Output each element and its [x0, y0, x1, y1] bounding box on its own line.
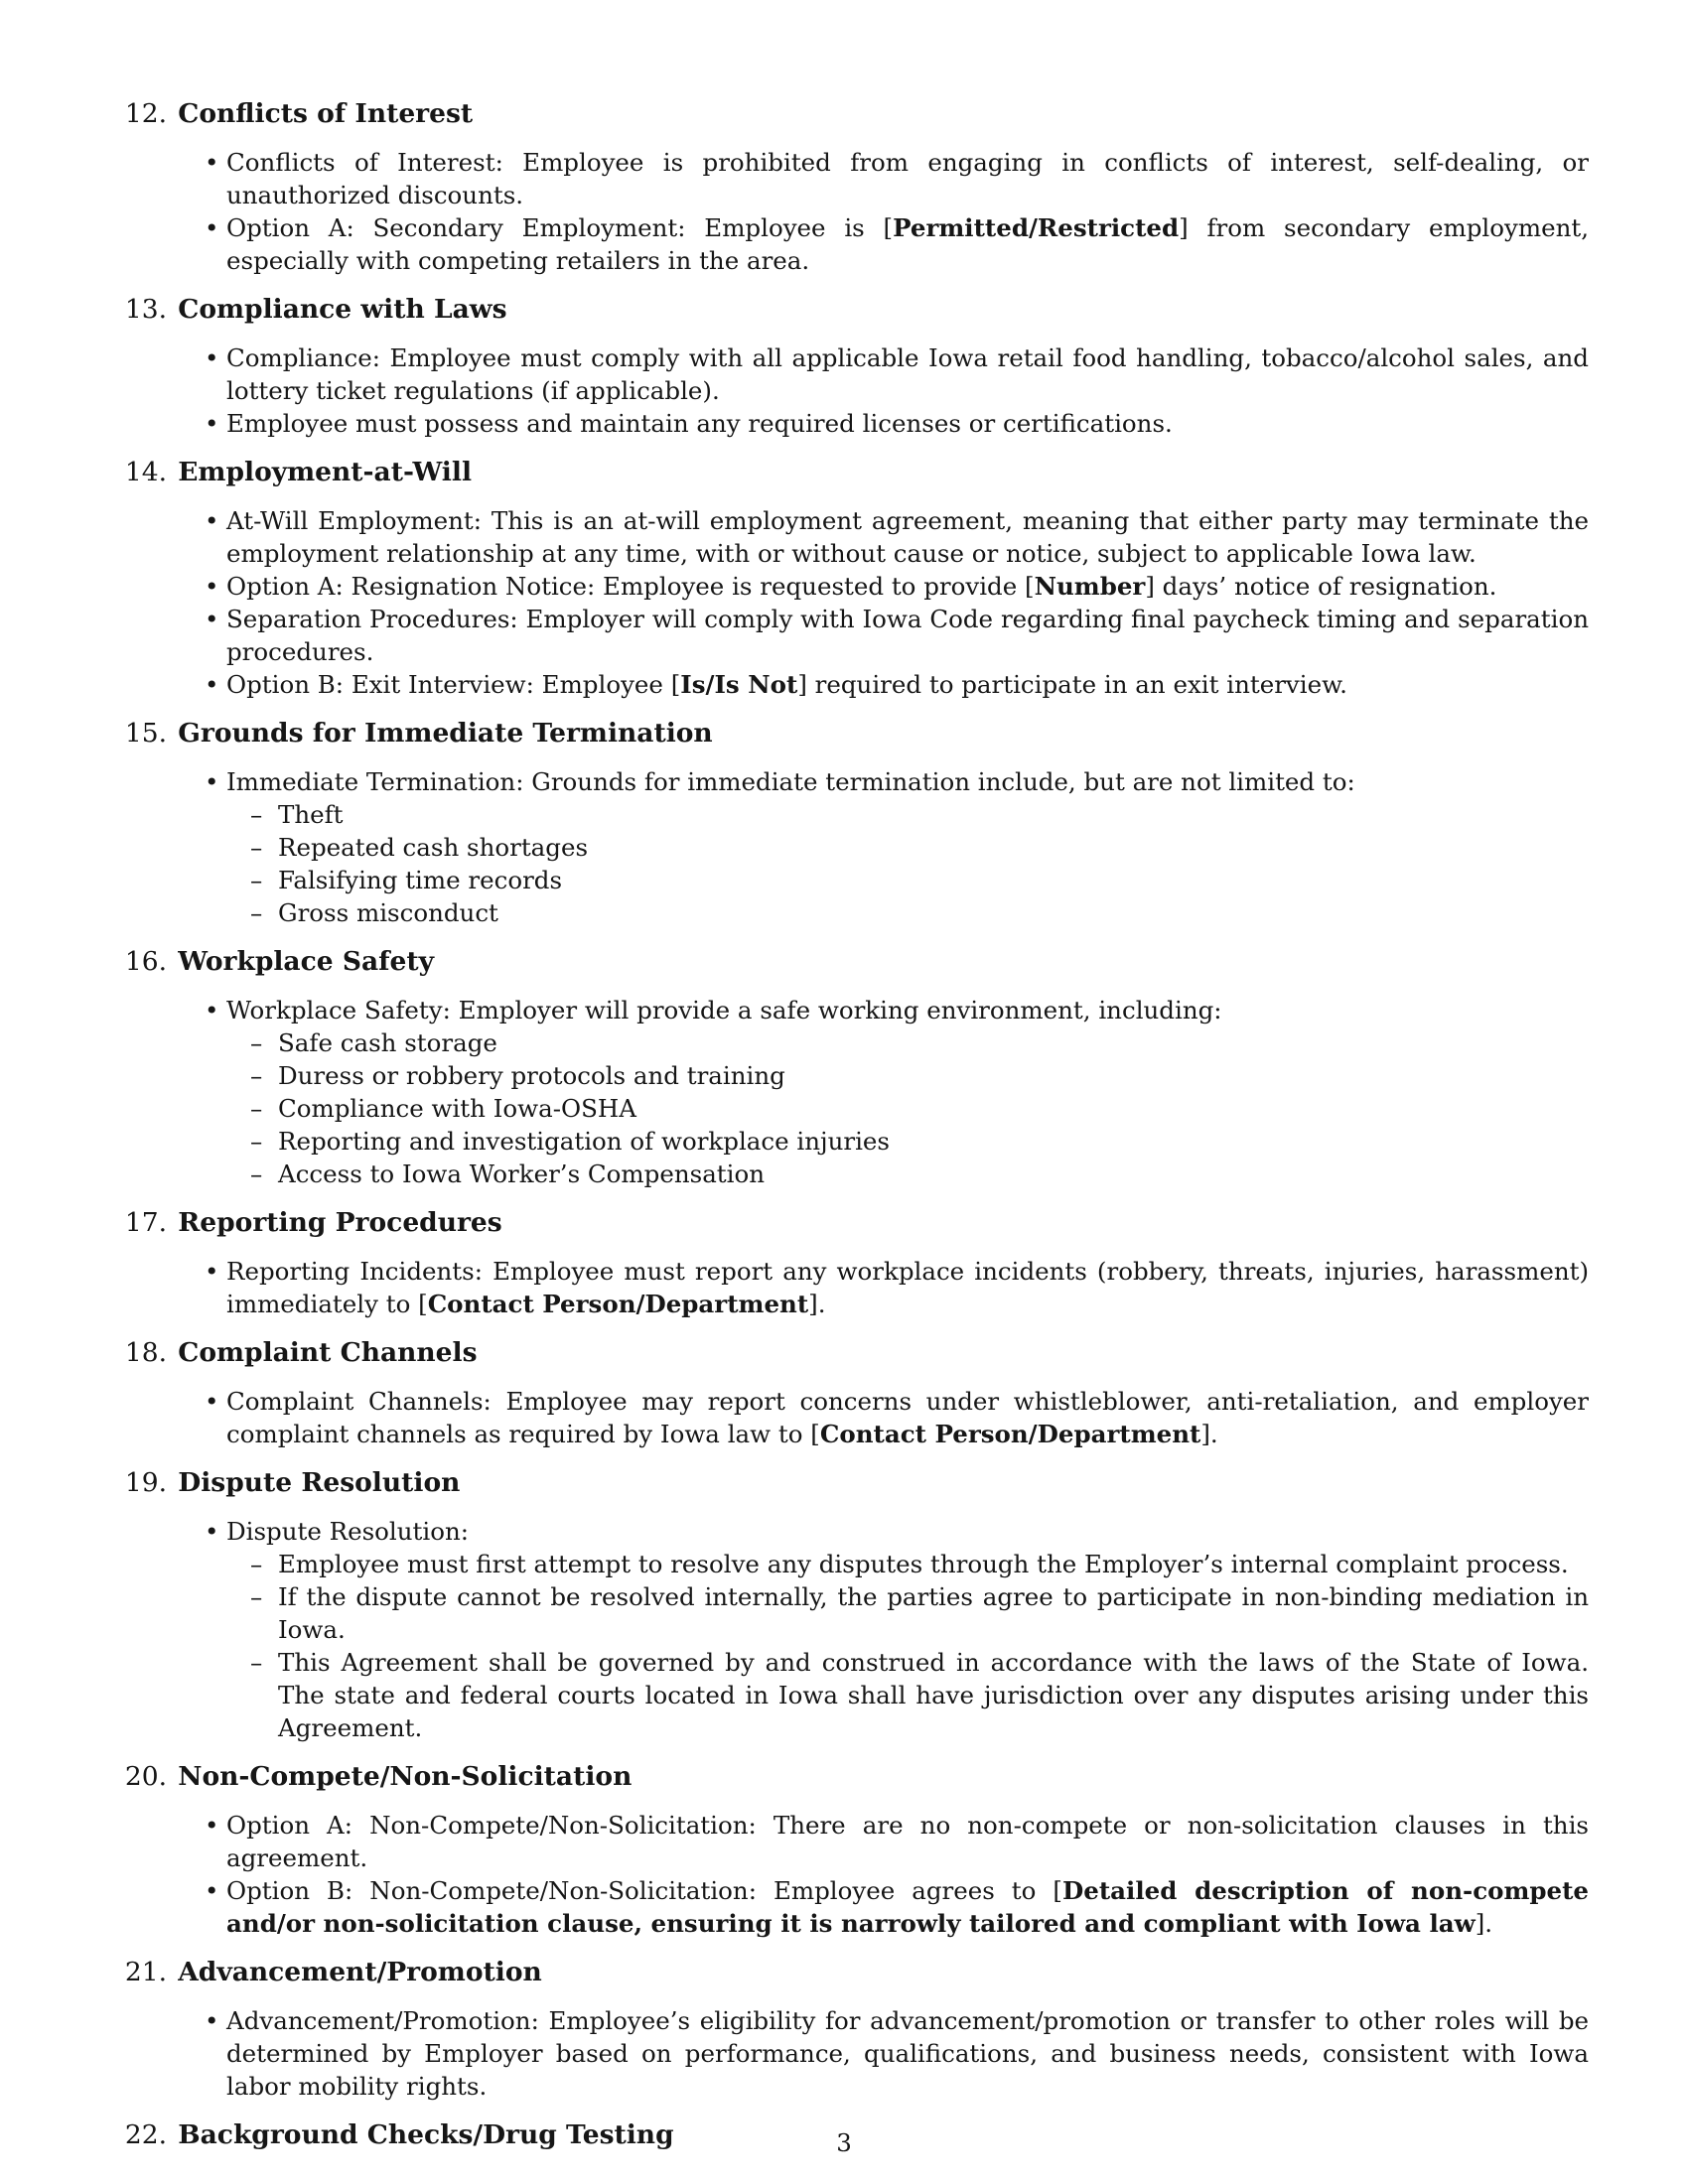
placeholder-field: Permitted/Restricted — [893, 213, 1180, 242]
section-title: Complaint Channels — [178, 1337, 478, 1368]
bullet-text: Conflicts of Interest: Employee is prohibited from engaging in conflicts of interest, self-dealing, or unauthorized discounts. — [226, 148, 1589, 209]
bullet-text: Option A: Resignation Notice: Employee is requested to provide [ — [226, 572, 1035, 601]
bullet-list — [226, 1809, 1589, 1940]
dash-item: – Duress or robbery protocols and training — [278, 1059, 1589, 1092]
bullet-item — [226, 407, 1589, 440]
bullet-list — [226, 1515, 1589, 1744]
dash-item: – Safe cash storage — [278, 1026, 1589, 1059]
page-number: 3 — [836, 2128, 852, 2157]
bullet-item — [226, 994, 1589, 1190]
section-16 — [119, 945, 1589, 1190]
bullet-item — [226, 341, 1589, 407]
section-number: 18. — [124, 1337, 167, 1368]
dash-list — [278, 798, 1589, 929]
section-heading — [119, 1336, 1589, 1369]
section-number: 12. — [124, 98, 167, 129]
section-heading — [119, 1206, 1589, 1239]
dash-item: – This Agreement shall be governed by and construed in accordance with the laws of the State of Iowa. The state and federal courts located in Iowa shall have jurisdiction over any disputes arising under this Agreement. — [278, 1646, 1589, 1744]
section-heading — [119, 1466, 1589, 1499]
section-number: 16. — [124, 946, 167, 977]
bullet-item — [226, 2004, 1589, 2103]
dash-list — [278, 1026, 1589, 1190]
bullet-text: [ — [883, 213, 894, 242]
section-title: Non-Compete/Non-Solicitation — [178, 1761, 633, 1792]
section-number: 22. — [124, 2119, 167, 2150]
section-number: 17. — [124, 1207, 167, 1238]
bullet-text: Complaint Channels: Employee may report concerns under whistleblower, anti-retaliation, and employer complaint channels as required by Iowa law to [ — [226, 1387, 1589, 1448]
section-13 — [119, 293, 1589, 440]
section-title: Employment-at-Will — [178, 457, 473, 487]
bullet-text: Option B: Exit Interview: Employee [ — [226, 670, 681, 699]
bullet-item — [226, 504, 1589, 570]
section-title: Background Checks/Drug Testing — [178, 2119, 674, 2150]
section-list — [119, 97, 1589, 2167]
dash-item: – Gross misconduct — [278, 896, 1589, 929]
section-number: 19. — [124, 1467, 167, 1498]
bullet-list — [226, 1385, 1589, 1450]
placeholder-field: Contact Person/Department — [819, 1420, 1201, 1448]
section-title: Compliance with Laws — [178, 294, 507, 325]
section-heading — [119, 717, 1589, 750]
bullet-item — [226, 211, 1589, 277]
bullet-text: ] required to participate in an exit interview. — [797, 670, 1347, 699]
dash-item: – Theft — [278, 798, 1589, 831]
bullet-item — [226, 668, 1589, 701]
section-title: Advancement/Promotion — [178, 1957, 542, 1987]
section-15 — [119, 717, 1589, 929]
bullet-text: ]. — [1200, 1420, 1218, 1448]
bullet-text: ] days’ notice of resignation. — [1145, 572, 1497, 601]
section-title: Conflicts of Interest — [178, 98, 474, 129]
section-title: Dispute Resolution — [178, 1467, 461, 1498]
dash-item: – Falsifying time records — [278, 864, 1589, 896]
bullet-item — [226, 570, 1589, 603]
section-title: Grounds for Immediate Termination — [178, 718, 713, 749]
section-heading — [119, 97, 1589, 130]
section-heading — [119, 456, 1589, 488]
bullet-list — [226, 2004, 1589, 2103]
bullet-item — [226, 1809, 1589, 1874]
bullet-list — [226, 1255, 1589, 1320]
bullet-item — [226, 603, 1589, 668]
section-number: 15. — [124, 718, 167, 749]
bullet-item — [226, 1255, 1589, 1320]
dash-item: – Compliance with Iowa-OSHA — [278, 1092, 1589, 1125]
section-number: 14. — [124, 457, 167, 487]
bullet-text: Option B: Non-Compete/Non-Solicitation: Employee agrees to [ — [226, 1876, 1062, 1905]
bullet-text: At-Will Employment: This is an at-will employment agreement, meaning that either party may terminate the employment relationship at any time, with or without cause or notice, subject to applicable Iowa law. — [226, 506, 1589, 568]
bullet-text: Compliance: Employee must comply with all applicable Iowa retail food handling, tobacco/alcohol sales, and lottery ticket regulations (if applicable). — [226, 343, 1589, 405]
dash-list — [278, 1548, 1589, 1744]
section-21 — [119, 1956, 1589, 2103]
bullet-text: Immediate Termination: Grounds for immediate termination include, but are not limited to: — [226, 767, 1355, 796]
dash-item: – If the dispute cannot be resolved internally, the parties agree to participate in non-binding mediation in Iowa. — [278, 1580, 1589, 1646]
placeholder-field: Detailed description of non-compete and/or non-solicitation clause, ensuring it is narrowly tailored and compliant with Iowa law — [226, 1876, 1589, 1938]
section-number: 21. — [124, 1957, 167, 1987]
bullet-text: ]. — [808, 1290, 826, 1318]
bullet-text: Option A: Non-Compete/Non-Solicitation: There are no non-compete or non-solicitation clauses in this agreement. — [226, 1811, 1589, 1872]
bullet-text: Dispute Resolution: — [226, 1517, 469, 1546]
placeholder-field: Is/Is Not — [680, 670, 798, 699]
section-number: 20. — [124, 1761, 167, 1792]
bullet-text: Workplace Safety: Employer will provide a safe working environment, including: — [226, 996, 1222, 1024]
bullet-text: Option A: Secondary Employment: Employee is — [226, 213, 884, 242]
bullet-item — [226, 1385, 1589, 1450]
bullet-list — [226, 994, 1589, 1190]
section-number: 13. — [124, 294, 167, 325]
section-heading — [119, 293, 1589, 326]
bullet-item — [226, 1515, 1589, 1744]
section-title: Workplace Safety — [178, 946, 435, 977]
dash-item: – Access to Iowa Worker’s Compensation — [278, 1158, 1589, 1190]
section-title: Reporting Procedures — [178, 1207, 502, 1238]
section-19 — [119, 1466, 1589, 1744]
placeholder-field: Number — [1034, 572, 1146, 601]
section-18 — [119, 1336, 1589, 1450]
section-14 — [119, 456, 1589, 701]
section-heading — [119, 1956, 1589, 1988]
section-17 — [119, 1206, 1589, 1320]
dash-item: – Repeated cash shortages — [278, 831, 1589, 864]
section-heading — [119, 945, 1589, 978]
bullet-list — [226, 341, 1589, 440]
section-heading — [119, 1760, 1589, 1793]
section-20 — [119, 1760, 1589, 1940]
bullet-text: Employee must possess and maintain any required licenses or certifications. — [226, 409, 1173, 438]
placeholder-field: Contact Person/Department — [427, 1290, 809, 1318]
bullet-item — [226, 146, 1589, 211]
bullet-text: ] from secondary employment, especially with competing retailers in the area. — [226, 213, 1589, 275]
bullet-item — [226, 765, 1589, 929]
bullet-text: ]. — [1475, 1909, 1493, 1938]
dash-item: – Reporting and investigation of workplace injuries — [278, 1125, 1589, 1158]
bullet-list — [226, 146, 1589, 277]
bullet-text: Advancement/Promotion: Employee’s eligibility for advancement/promotion or transfer to other roles will be determined by Employer based on performance, qualifications, and business needs, consistent with Iowa labor mobility rights. — [226, 2006, 1589, 2101]
bullet-list — [226, 504, 1589, 701]
bullet-text: Reporting Incidents: Employee must report any workplace incidents (robbery, threats, injuries, harassment) immediately to [ — [226, 1257, 1589, 1318]
bullet-list — [226, 765, 1589, 929]
bullet-item — [226, 1874, 1589, 1940]
dash-item: – Employee must first attempt to resolve any disputes through the Employer’s internal complaint process. — [278, 1548, 1589, 1580]
bullet-text: Separation Procedures: Employer will comply with Iowa Code regarding final paycheck timing and separation procedures. — [226, 605, 1589, 666]
section-12 — [119, 97, 1589, 277]
